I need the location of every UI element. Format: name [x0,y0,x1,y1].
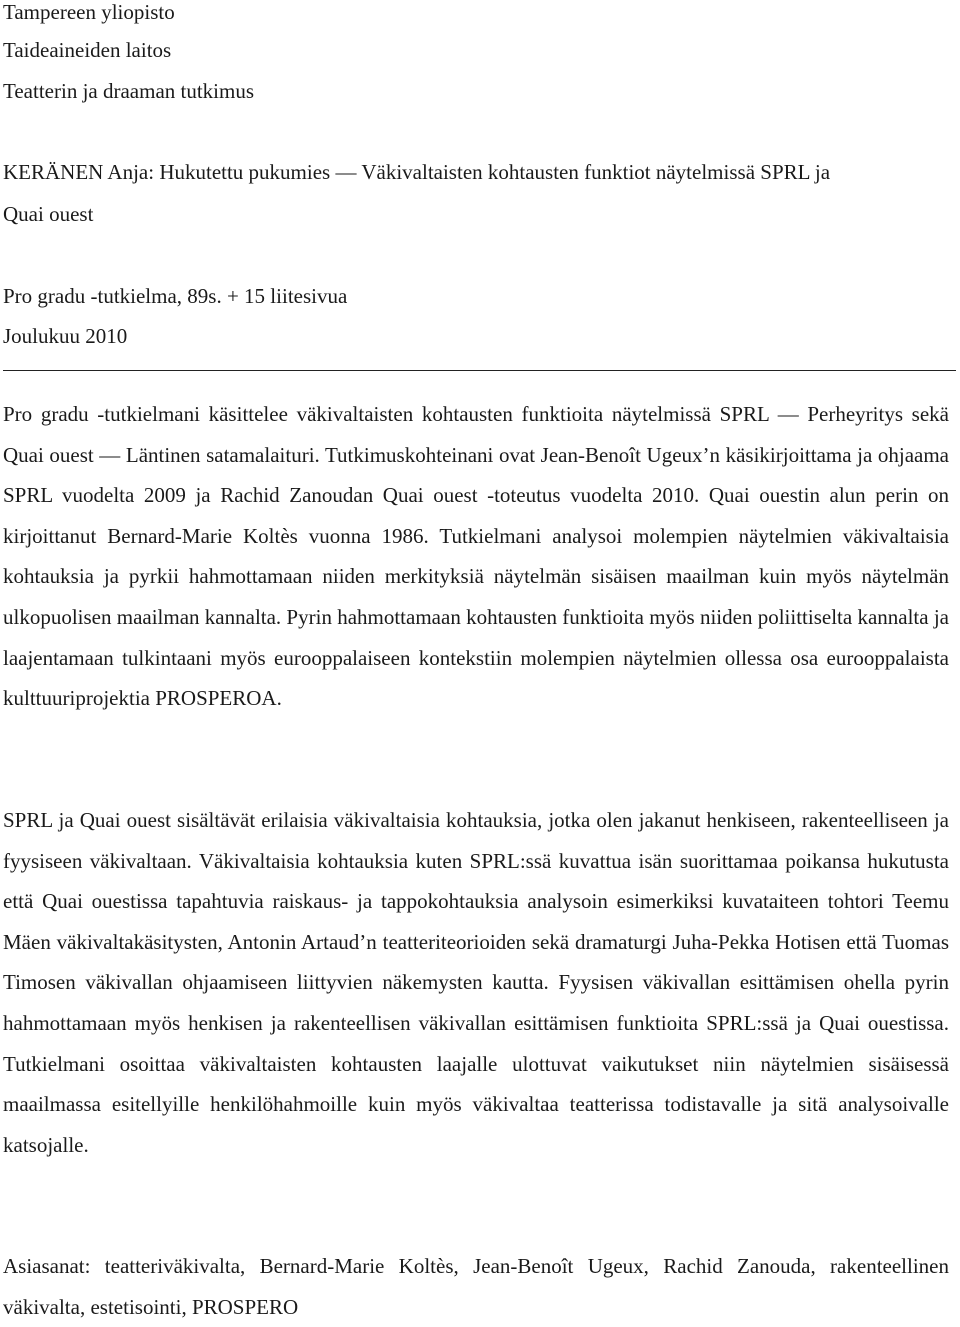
thesis-date: Joulukuu 2010 [3,324,128,348]
thesis-type-pages: Pro gradu -tutkielma, 89s. + 15 liitesivua [3,284,348,308]
keywords: Asiasanat: teatteriväkivalta, Bernard-Marie Koltès, Jean-Benoît Ugeux, Rachid Zanouda, rakenteellinen väkivalta, estetisointi, PROSPERO [3,1254,949,1319]
header-divider [3,370,956,371]
thesis-title: KERÄNEN Anja: Hukutettu pukumies — Väkivaltaisten kohtausten funktiot näytelmissä SPRL ja [3,160,831,184]
abstract-paragraph-2: SPRL ja Quai ouest sisältävät erilaisia väkivaltaisia kohtauksia, jotka olen jakanut henkiseen, rakenteelliseen ja fyysiseen väkivaltaan. Väkivaltaisia kohtauksia kuten SPRL:ssä kuvattua isän suorittamaa poikansa hukutusta että Quai ouestissa tapahtuvia raiskaus- ja tappokohtauksia analysoin esimerkiksi kuvataiteen tohtori Teemu Mäen väkivaltakäsitysten, Antonin Artaud’n teatteriteorioiden sekä dramaturgi Juha-Pekka Hotisen että Tuomas Timosen väkivallan ohjaamiseen liittyvien näkemysten kautta. Fyysisen väkivallan esittämisen ohella pyrin hahmottamaan myös henkisen ja rakenteellisen väkivallan esittämisen funktioita SPRL:ssä ja Quai ouestissa. Tutkielmani osoittaa väkivaltaisten kohtausten laajalle ulottuvat vaikutukset niin näytelmien sisäisessä maailmassa esitellyille henkilöhahmoille kuin myös väkivaltaa teatterissa todistavalle ja sitä analysoivalle katsojalle. [3,808,949,1157]
thesis-title-continued: Quai ouest [3,202,94,226]
department-name: Taideaineiden laitos [3,38,172,62]
university-name: Tampereen yliopisto [3,0,175,24]
subject-name: Teatterin ja draaman tutkimus [3,79,255,103]
abstract-paragraph-1: Pro gradu -tutkielmani käsittelee väkivaltaisten kohtausten funktioita näytelmissä SPRL — Perheyritys sekä Quai ouest — Läntinen satamalaituri. Tutkimuskohteinani ovat Jean-Benoît Ugeux’n käsikirjoittama ja ohjaama SPRL vuodelta 2009 ja Rachid Zanoudan Quai ouest -toteutus vuodelta 2010. Quai ouestin alun perin on kirjoittanut Bernard-Marie Koltès vuonna 1986. Tutkielmani analysoi molempien näytelmien väkivaltaisia kohtauksia ja pyrkii hahmottamaan niiden merkityksiä näytelmän sisäisen maailman kuin myös näytelmän ulkopuolisen maailman kannalta. Pyrin hahmottamaan kohtausten funktioita myös niiden poliittiselta kannalta ja laajentamaan tulkintaani myös eurooppalaiseen kontekstiin molempien näytelmien ollessa osa eurooppalaista kulttuuriprojektia PROSPEROA. [3,402,949,711]
